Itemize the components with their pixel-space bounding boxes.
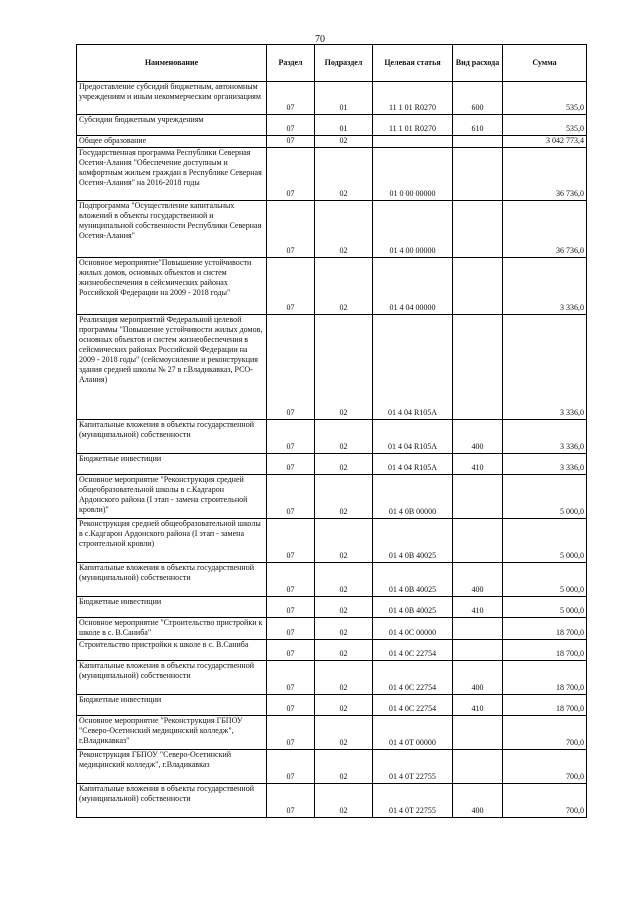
- row-razdel-cell: 07: [267, 475, 315, 519]
- row-statya-cell: 01 4 0В 40025: [373, 597, 453, 618]
- row-name-cell: Основное мероприятие "Реконструкция средней общеобразовательной школы в с.Кадгарон Ардонского района (I этап - замена строительной кровли)": [77, 475, 267, 519]
- row-razdel-cell: 07: [267, 82, 315, 115]
- row-name-cell: Основное мероприятие "Реконструкция ГБПОУ "Северо-Осетинский медицинский колледж", г.Владикавказ": [77, 716, 267, 750]
- row-name-cell: Общее образование: [77, 136, 267, 148]
- row-name-cell: Государственная программа Республики Северная Осетия-Алания "Обеспечение доступным и комфортным жильем граждан в Республике Северная Осетия-Алания" на 2016-2018 годы: [77, 148, 267, 201]
- row-vid-cell: [453, 618, 503, 640]
- row-summa-cell: 5 000,0: [503, 563, 587, 597]
- row-summa-cell: 5 000,0: [503, 475, 587, 519]
- row-razdel-cell: 07: [267, 661, 315, 695]
- row-vid-cell: 610: [453, 115, 503, 136]
- row-name-cell: Строительство пристройки к школе в с. В.Саниба: [77, 640, 267, 661]
- table-header-row: [77, 45, 587, 82]
- row-vid-cell: [453, 716, 503, 750]
- row-podrazdel-cell: 02: [315, 315, 373, 420]
- table-row: [77, 784, 587, 818]
- row-vid-cell: [453, 201, 503, 258]
- header-summa: Сумма: [503, 45, 587, 82]
- row-podrazdel-cell: 02: [315, 136, 373, 148]
- row-statya-cell: [373, 136, 453, 148]
- row-statya-cell: 01 4 0С 22754: [373, 695, 453, 716]
- row-statya-cell: 01 4 0С 22754: [373, 640, 453, 661]
- row-summa-cell: 36 736,0: [503, 148, 587, 201]
- row-podrazdel-cell: 02: [315, 563, 373, 597]
- row-podrazdel-cell: 02: [315, 201, 373, 258]
- table-row: [77, 475, 587, 519]
- table-row: [77, 454, 587, 475]
- row-razdel-cell: 07: [267, 563, 315, 597]
- row-vid-cell: 410: [453, 597, 503, 618]
- table-row: [77, 640, 587, 661]
- row-name-cell: Реконструкция средней общеобразовательной школы в с.Кадгарон Ардонского района (I этап - замена строительной кровли): [77, 519, 267, 563]
- header-name: Наименование: [77, 45, 267, 82]
- row-razdel-cell: 07: [267, 618, 315, 640]
- row-vid-cell: [453, 640, 503, 661]
- row-podrazdel-cell: 02: [315, 695, 373, 716]
- row-razdel-cell: 07: [267, 148, 315, 201]
- row-vid-cell: 600: [453, 82, 503, 115]
- row-statya-cell: 01 4 00 00000: [373, 201, 453, 258]
- row-vid-cell: 400: [453, 784, 503, 818]
- table-row: [77, 695, 587, 716]
- row-vid-cell: 400: [453, 661, 503, 695]
- header-statya: Целевая статья: [373, 45, 453, 82]
- row-vid-cell: [453, 315, 503, 420]
- row-summa-cell: 3 336,0: [503, 315, 587, 420]
- row-name-cell: Предоставление субсидий бюджетным, автономным учреждениям и иным некоммерческим организациям: [77, 82, 267, 115]
- row-podrazdel-cell: 02: [315, 597, 373, 618]
- row-razdel-cell: 07: [267, 201, 315, 258]
- header-vid: Вид расхода: [453, 45, 503, 82]
- table-row: [77, 519, 587, 563]
- row-summa-cell: 18 700,0: [503, 661, 587, 695]
- row-razdel-cell: 07: [267, 420, 315, 454]
- table-body: [77, 82, 587, 818]
- row-summa-cell: 700,0: [503, 784, 587, 818]
- row-razdel-cell: 07: [267, 640, 315, 661]
- row-podrazdel-cell: 02: [315, 454, 373, 475]
- table-row: [77, 258, 587, 315]
- row-summa-cell: 700,0: [503, 716, 587, 750]
- row-podrazdel-cell: 02: [315, 661, 373, 695]
- row-podrazdel-cell: 02: [315, 618, 373, 640]
- row-summa-cell: 5 000,0: [503, 597, 587, 618]
- table-row: [77, 148, 587, 201]
- row-statya-cell: 01 4 04 R105A: [373, 420, 453, 454]
- row-summa-cell: 535,0: [503, 115, 587, 136]
- row-statya-cell: 01 4 04 00000: [373, 258, 453, 315]
- row-statya-cell: 01 4 0С 00000: [373, 618, 453, 640]
- table-row: [77, 618, 587, 640]
- row-summa-cell: 3 336,0: [503, 258, 587, 315]
- row-vid-cell: [453, 148, 503, 201]
- table-row: [77, 750, 587, 784]
- row-statya-cell: 01 4 04 R105A: [373, 315, 453, 420]
- row-statya-cell: 01 4 0В 40025: [373, 519, 453, 563]
- row-vid-cell: 400: [453, 563, 503, 597]
- row-summa-cell: 18 700,0: [503, 640, 587, 661]
- row-summa-cell: 18 700,0: [503, 618, 587, 640]
- row-summa-cell: 700,0: [503, 750, 587, 784]
- row-vid-cell: [453, 475, 503, 519]
- row-podrazdel-cell: 02: [315, 750, 373, 784]
- row-razdel-cell: 07: [267, 597, 315, 618]
- row-statya-cell: 01 4 0Т 00000: [373, 716, 453, 750]
- table-row: [77, 136, 587, 148]
- row-razdel-cell: 07: [267, 519, 315, 563]
- row-name-cell: Реконструкция ГБПОУ "Северо-Осетинский медицинский колледж", г.Владикавказ: [77, 750, 267, 784]
- row-razdel-cell: 07: [267, 258, 315, 315]
- row-statya-cell: 01 4 0С 22754: [373, 661, 453, 695]
- row-statya-cell: 01 4 0В 40025: [373, 563, 453, 597]
- row-podrazdel-cell: 02: [315, 784, 373, 818]
- row-podrazdel-cell: 02: [315, 716, 373, 750]
- table-row: [77, 115, 587, 136]
- row-razdel-cell: 07: [267, 454, 315, 475]
- row-summa-cell: 18 700,0: [503, 695, 587, 716]
- row-podrazdel-cell: 02: [315, 640, 373, 661]
- row-summa-cell: 3 336,0: [503, 420, 587, 454]
- row-razdel-cell: 07: [267, 750, 315, 784]
- row-name-cell: Бюджетные инвестиции: [77, 695, 267, 716]
- row-vid-cell: 410: [453, 695, 503, 716]
- row-name-cell: Основное мероприятие "Строительство пристройки к школе в с. В.Саниба": [77, 618, 267, 640]
- row-name-cell: Бюджетные инвестиции: [77, 454, 267, 475]
- row-name-cell: Бюджетные инвестиции: [77, 597, 267, 618]
- table-row: [77, 563, 587, 597]
- row-summa-cell: 36 736,0: [503, 201, 587, 258]
- table-row: [77, 82, 587, 115]
- row-statya-cell: 11 1 01 R0270: [373, 82, 453, 115]
- row-name-cell: Капитальные вложения в объекты государственной (муниципальной) собственности: [77, 563, 267, 597]
- row-name-cell: Реализация мероприятий Федеральной целевой программы "Повышение устойчивости жилых домов, основных объектов и систем жизнеобеспечения в сейсмических районах Российской Федерации на 2009 - 2018 годы" (сейсмоусиление и реконструкция здания средней школы № 27 в г.Владикавказ, РСО-Алания): [77, 315, 267, 420]
- header-podrazdel: Подраздел: [315, 45, 373, 82]
- table-row: [77, 201, 587, 258]
- row-razdel-cell: 07: [267, 136, 315, 148]
- row-razdel-cell: 07: [267, 716, 315, 750]
- row-name-cell: Капитальные вложения в объекты государственной (муниципальной) собственности: [77, 420, 267, 454]
- row-razdel-cell: 07: [267, 115, 315, 136]
- row-vid-cell: [453, 750, 503, 784]
- row-statya-cell: 01 4 04 R105A: [373, 454, 453, 475]
- page-number: 70: [315, 34, 325, 45]
- row-vid-cell: 410: [453, 454, 503, 475]
- row-podrazdel-cell: 01: [315, 115, 373, 136]
- row-podrazdel-cell: 02: [315, 148, 373, 201]
- row-podrazdel-cell: 02: [315, 475, 373, 519]
- row-statya-cell: 01 4 0Т 22755: [373, 750, 453, 784]
- row-summa-cell: 3 336,0: [503, 454, 587, 475]
- row-podrazdel-cell: 02: [315, 519, 373, 563]
- row-vid-cell: [453, 519, 503, 563]
- row-summa-cell: 5 000,0: [503, 519, 587, 563]
- row-vid-cell: [453, 258, 503, 315]
- row-summa-cell: 535,0: [503, 82, 587, 115]
- row-statya-cell: 01 4 0В 00000: [373, 475, 453, 519]
- row-name-cell: Субсидии бюджетным учреждениям: [77, 115, 267, 136]
- header-razdel: Раздел: [267, 45, 315, 82]
- table-row: [77, 597, 587, 618]
- row-statya-cell: 11 1 01 R0270: [373, 115, 453, 136]
- table-row: [77, 315, 587, 420]
- row-statya-cell: 01 4 0Т 22755: [373, 784, 453, 818]
- row-name-cell: Основное мероприятие"Повышение устойчивости жилых домов, основных объектов и систем жизнеобеспечения в сейсмических районах Российской Федерации на 2009 - 2018 годы": [77, 258, 267, 315]
- row-razdel-cell: 07: [267, 315, 315, 420]
- row-razdel-cell: 07: [267, 695, 315, 716]
- row-statya-cell: 01 0 00 00000: [373, 148, 453, 201]
- table-row: [77, 420, 587, 454]
- row-summa-cell: 3 042 773,4: [503, 136, 587, 148]
- table-row: [77, 661, 587, 695]
- row-podrazdel-cell: 01: [315, 82, 373, 115]
- row-name-cell: Капитальные вложения в объекты государственной (муниципальной) собственности: [77, 661, 267, 695]
- budget-table: [76, 44, 587, 818]
- table-row: [77, 716, 587, 750]
- row-vid-cell: [453, 136, 503, 148]
- row-podrazdel-cell: 02: [315, 258, 373, 315]
- row-podrazdel-cell: 02: [315, 420, 373, 454]
- row-name-cell: Подпрограмма "Осуществление капитальных вложений в объекты государственной и муниципальной собственности Республики Северная Осетия-Алания": [77, 201, 267, 258]
- row-vid-cell: 400: [453, 420, 503, 454]
- row-razdel-cell: 07: [267, 784, 315, 818]
- row-name-cell: Капитальные вложения в объекты государственной (муниципальной) собственности: [77, 784, 267, 818]
